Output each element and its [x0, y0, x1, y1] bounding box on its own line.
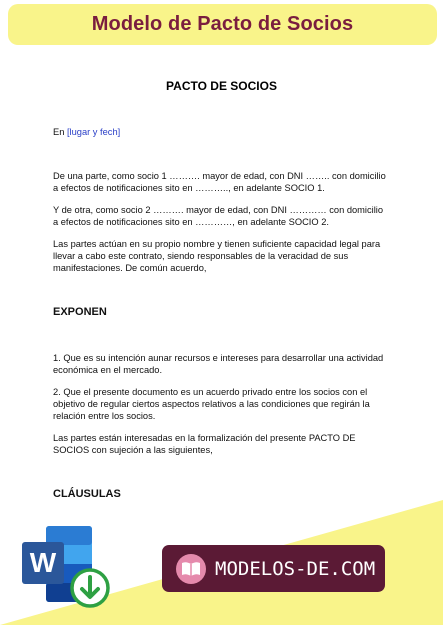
open-book-icon	[176, 554, 206, 584]
expone-item-1: 1. Que es su intención aunar recursos e intereses para desarrollar una actividad económica en el mercado.	[53, 353, 384, 375]
title-banner	[8, 4, 437, 45]
expone-item-2: 2. Que el presente documento es un acuerdo privado entre los socios con el objetivo de regular ciertos aspectos relativos a las condiciones que regirán la relación entre los socios.	[53, 387, 370, 421]
banner-title: Modelo de Pacto de Socios	[91, 13, 354, 35]
paragraph-formalization: Las partes están interesadas en la formalización del presente PACTO DE SOCIOS con sujeción a las siguientes,	[53, 433, 356, 455]
brand-text: MODELOS-DE.COM	[215, 557, 376, 580]
heading-clausulas: CLÁUSULAS	[53, 488, 121, 500]
word-document-icon[interactable]	[20, 522, 116, 614]
document-title: PACTO DE SOCIOS	[166, 79, 277, 93]
brand-badge[interactable]	[162, 545, 385, 592]
place-date-placeholder: [lugar y fech]	[66, 127, 121, 137]
place-prefix: En	[53, 127, 67, 137]
paragraph-capacity: Las partes actúan en su propio nombre y tienen suficiente capacidad legal para llevar a cabo este contrato, siendo responsables de la veracidad de sus manifestaciones. De común acuerdo,	[53, 239, 381, 273]
paragraph-socio-2: Y de otra, como socio 2 ………. mayor de edad, con DNI ………… con domicilio a efectos de notificaciones sito en …………, en adelante SOCIO 2.	[53, 205, 383, 227]
heading-exponen: EXPONEN	[53, 306, 107, 318]
svg-text:W: W	[29, 547, 57, 578]
paragraph-socio-1: De una parte, como socio 1 ………. mayor de edad, con DNI …….. con domicilio a efectos de notificaciones sito en ……….., en adelante SOCIO 1.	[53, 171, 386, 193]
place-date-line	[53, 126, 388, 138]
download-arrow-icon	[72, 570, 108, 606]
